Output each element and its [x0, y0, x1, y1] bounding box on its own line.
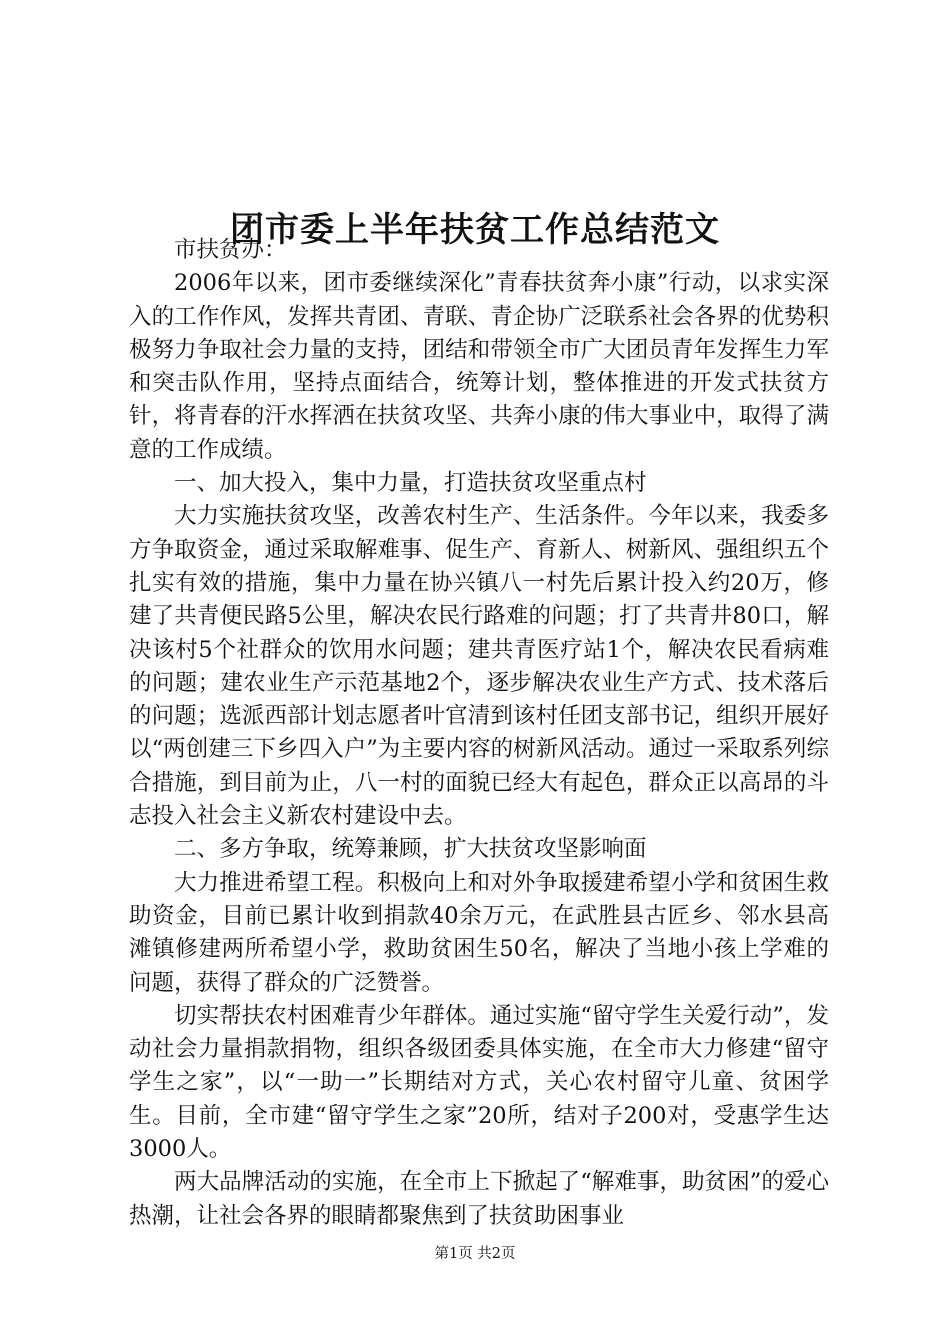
section-heading-2: 二、多方争取，统筹兼顾，扩大扶贫攻坚影响面	[174, 836, 647, 863]
document-title: 团市委上半年扶贫工作总结范文	[230, 209, 720, 250]
section-2-paragraph-3: 两大品牌活动的实施，在全市上下掀起了“解难事，助贫困”的爱心热潮，让社会各界的眼睛都聚焦到了扶贫助困事业	[129, 1169, 829, 1229]
section-2-paragraph-1: 大力推进希望工程。积极向上和对外争取援建希望小学和贫困生救助资金，目前已累计收到捐款40余万元，在武胜县古匠乡、邻水县高滩镇修建两所希望小学，救助贫困生50名，解决了当地小孩上学难的问题，获得了群众的广泛赞誉。	[129, 869, 829, 996]
page-footer: 第1页 共2页	[434, 1246, 516, 1262]
document-body	[129, 234, 829, 1233]
section-1-paragraph: 大力实施扶贫攻坚，改善农村生产、生活条件。今年以来，我委多方争取资金，通过采取解难事、促生产、育新人、树新风、强组织五个扎实有效的措施，集中力量在协兴镇八一村先后累计投入约20万，修建了共青便民路5公里，解决农民行路难的问题；打了共青井80口，解决该村5个社群众的饮用水问题；建共青医疗站1个，解决农民看病难的问题；建农业生产示范基地2个，逐步解决农业生产方式、技术落后的问题；选派西部计划志愿者叶官清到该村任团支部书记，组织开展好以“两创建三下乡四入户”为主要内容的树新风活动。通过一采取系列综合措施，到目前为止，八一村的面貌已经大有起色，群众正以高昂的斗志投入社会主义新农村建设中去。	[129, 503, 829, 830]
section-heading-1: 一、加大投入，集中力量，打造扶贫攻坚重点村	[174, 470, 647, 497]
intro-paragraph: 2006年以来，团市委继续深化”青春扶贫奔小康”行动，以求实深入的工作作风，发挥共青团、青联、青企协广泛联系社会各界的优势积极努力争取社会力量的支持，团结和带领全市广大团员青年发挥生力军和突击队作用，坚持点面结合，统筹计划，整体推进的开发式扶贫方针，将青春的汗水挥洒在扶贫攻坚、共奔小康的伟大事业中，取得了满意的工作成绩。	[129, 270, 829, 463]
section-2-paragraph-2: 切实帮扶农村困难青少年群体。通过实施“留守学生关爱行动”，发动社会力量捐款捐物，组织各级团委具体实施，在全市大力修建“留守学生之家”，以“一助一”长期结对方式，关心农村留守儿童、贫困学生。目前，全市建“留守学生之家”20所，结对子200对，受惠学生达3000人。	[129, 1002, 829, 1163]
salutation-paragraph: 市扶贫办：	[174, 237, 287, 263]
